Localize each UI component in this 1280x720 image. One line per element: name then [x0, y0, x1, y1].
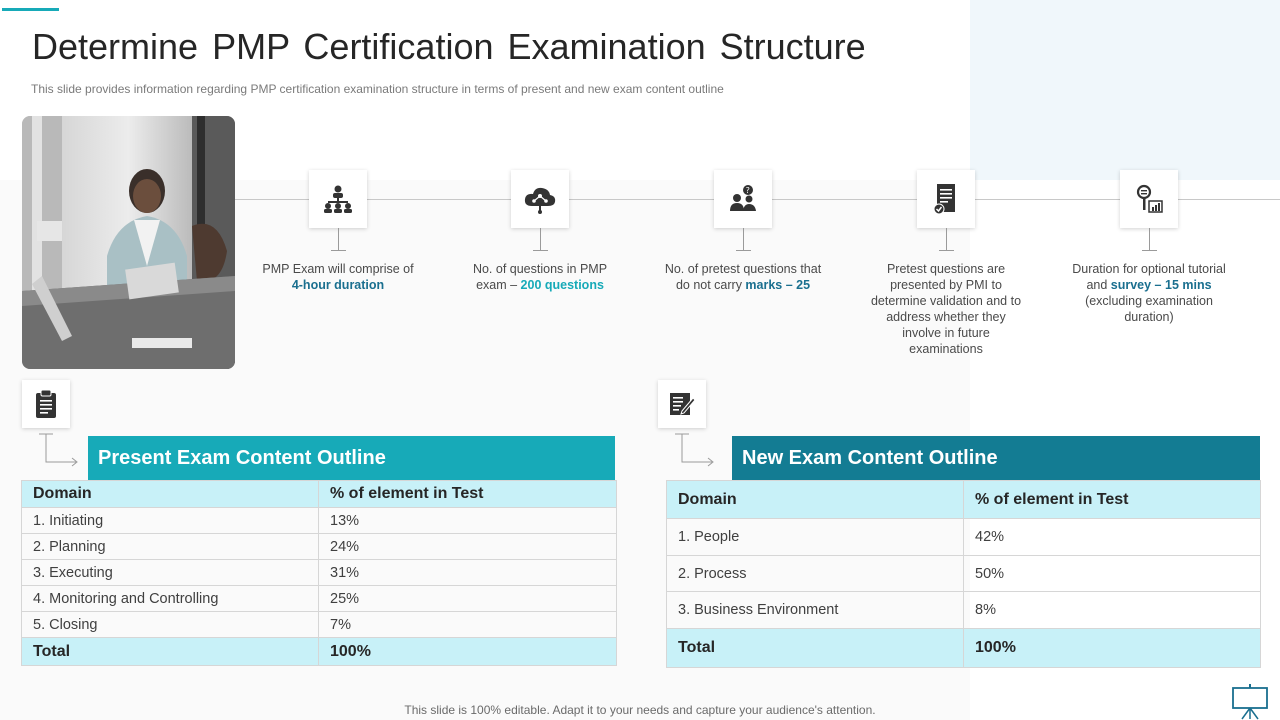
- total-label: Total: [667, 629, 964, 668]
- hierarchy-icon: [323, 184, 353, 214]
- table-row: [22, 508, 617, 534]
- new-header-percent: % of element in Test: [964, 481, 1261, 519]
- present-table: [21, 480, 617, 666]
- domain-cell: 2. Planning: [22, 534, 319, 560]
- present-banner: Present Exam Content Outline: [88, 436, 615, 480]
- table-row: [667, 556, 1261, 592]
- new-header-domain: Domain: [667, 481, 964, 519]
- step-2-stem-foot: [533, 250, 548, 251]
- present-total-row: [22, 638, 617, 666]
- page-subtitle: This slide provides information regarding PMP certification examination structure in terms of present and new exam content outline: [31, 82, 724, 96]
- new-table: [666, 480, 1261, 668]
- step-2-text: No. of questions in PMP exam – 200 questions: [472, 262, 608, 292]
- domain-cell: 3. Executing: [22, 560, 319, 586]
- businesswoman-photo: [22, 116, 235, 369]
- domain-cell: 1. People: [667, 519, 964, 556]
- total-value: 100%: [319, 638, 617, 666]
- step-3-text: No. of pretest questions that do not carry marks – 25: [664, 262, 822, 292]
- domain-cell: 1. Initiating: [22, 508, 319, 534]
- step-3-stem-foot: [736, 250, 751, 251]
- step-1-stem-foot: [331, 250, 346, 251]
- table-row: [667, 592, 1261, 629]
- step-1-stem: [338, 228, 339, 250]
- percent-cell: 31%: [319, 560, 617, 586]
- domain-cell: 3. Business Environment: [667, 592, 964, 629]
- table-row: [22, 586, 617, 612]
- step-3-stem: [743, 228, 744, 250]
- domain-cell: 2. Process: [667, 556, 964, 592]
- edit-document-icon-box: [658, 380, 706, 428]
- page-title: Determine PMP Certification Examination Structure: [32, 26, 866, 67]
- table-row: [667, 519, 1261, 556]
- step-1-icon-box: [309, 170, 367, 228]
- step-4-stem-foot: [939, 250, 954, 251]
- percent-cell: 24%: [319, 534, 617, 560]
- step-2-stem: [540, 228, 541, 250]
- people-question-icon: [728, 184, 758, 214]
- table-row: [22, 560, 617, 586]
- step-4-text: Pretest questions are presented by PMI to determine validation and to address whether they involve in future examinations: [870, 262, 1022, 356]
- step-2-icon-box: [511, 170, 569, 228]
- clipboard-icon: [33, 389, 59, 419]
- domain-cell: 4. Monitoring and Controlling: [22, 586, 319, 612]
- percent-cell: 7%: [319, 612, 617, 638]
- present-header-domain: Domain: [22, 481, 319, 508]
- footer-note: This slide is 100% editable. Adapt it to your needs and capture your audience's attention.: [404, 703, 876, 717]
- percent-cell: 25%: [319, 586, 617, 612]
- presentation-board-icon: [1230, 684, 1270, 720]
- step-5-stem: [1149, 228, 1150, 250]
- step-4-stem: [946, 228, 947, 250]
- new-total-row: [667, 629, 1261, 668]
- total-value: 100%: [964, 629, 1261, 668]
- clipboard-icon-box: [22, 380, 70, 428]
- present-header-row: [22, 481, 617, 508]
- svg-text:?: ?: [745, 186, 750, 195]
- percent-cell: 8%: [964, 592, 1261, 629]
- percent-cell: 13%: [319, 508, 617, 534]
- step-4-icon-box: [917, 170, 975, 228]
- step-5-text: Duration for optional tutorial and survey – 15 mins (excluding examination duration): [1072, 262, 1226, 324]
- document-check-icon: [931, 182, 961, 216]
- search-chart-icon: [1134, 184, 1164, 214]
- background-blue-panel: [970, 0, 1280, 180]
- accent-bar: [2, 8, 59, 11]
- step-5-stem-foot: [1142, 250, 1157, 251]
- present-header-percent: % of element in Test: [319, 481, 617, 508]
- new-header-row: [667, 481, 1261, 519]
- step-1-text: PMP Exam will comprise of 4-hour duration: [262, 262, 414, 292]
- total-label: Total: [22, 638, 319, 666]
- step-5-icon-box: [1120, 170, 1178, 228]
- edit-document-icon: [668, 391, 696, 417]
- new-connector-arrow: [674, 432, 718, 468]
- domain-cell: 5. Closing: [22, 612, 319, 638]
- present-connector-arrow: [38, 432, 82, 468]
- step-3-icon-box: [714, 170, 772, 228]
- percent-cell: 42%: [964, 519, 1261, 556]
- table-row: [22, 612, 617, 638]
- cloud-network-icon: [523, 184, 557, 214]
- percent-cell: 50%: [964, 556, 1261, 592]
- new-banner: New Exam Content Outline: [732, 436, 1260, 480]
- table-row: [22, 534, 617, 560]
